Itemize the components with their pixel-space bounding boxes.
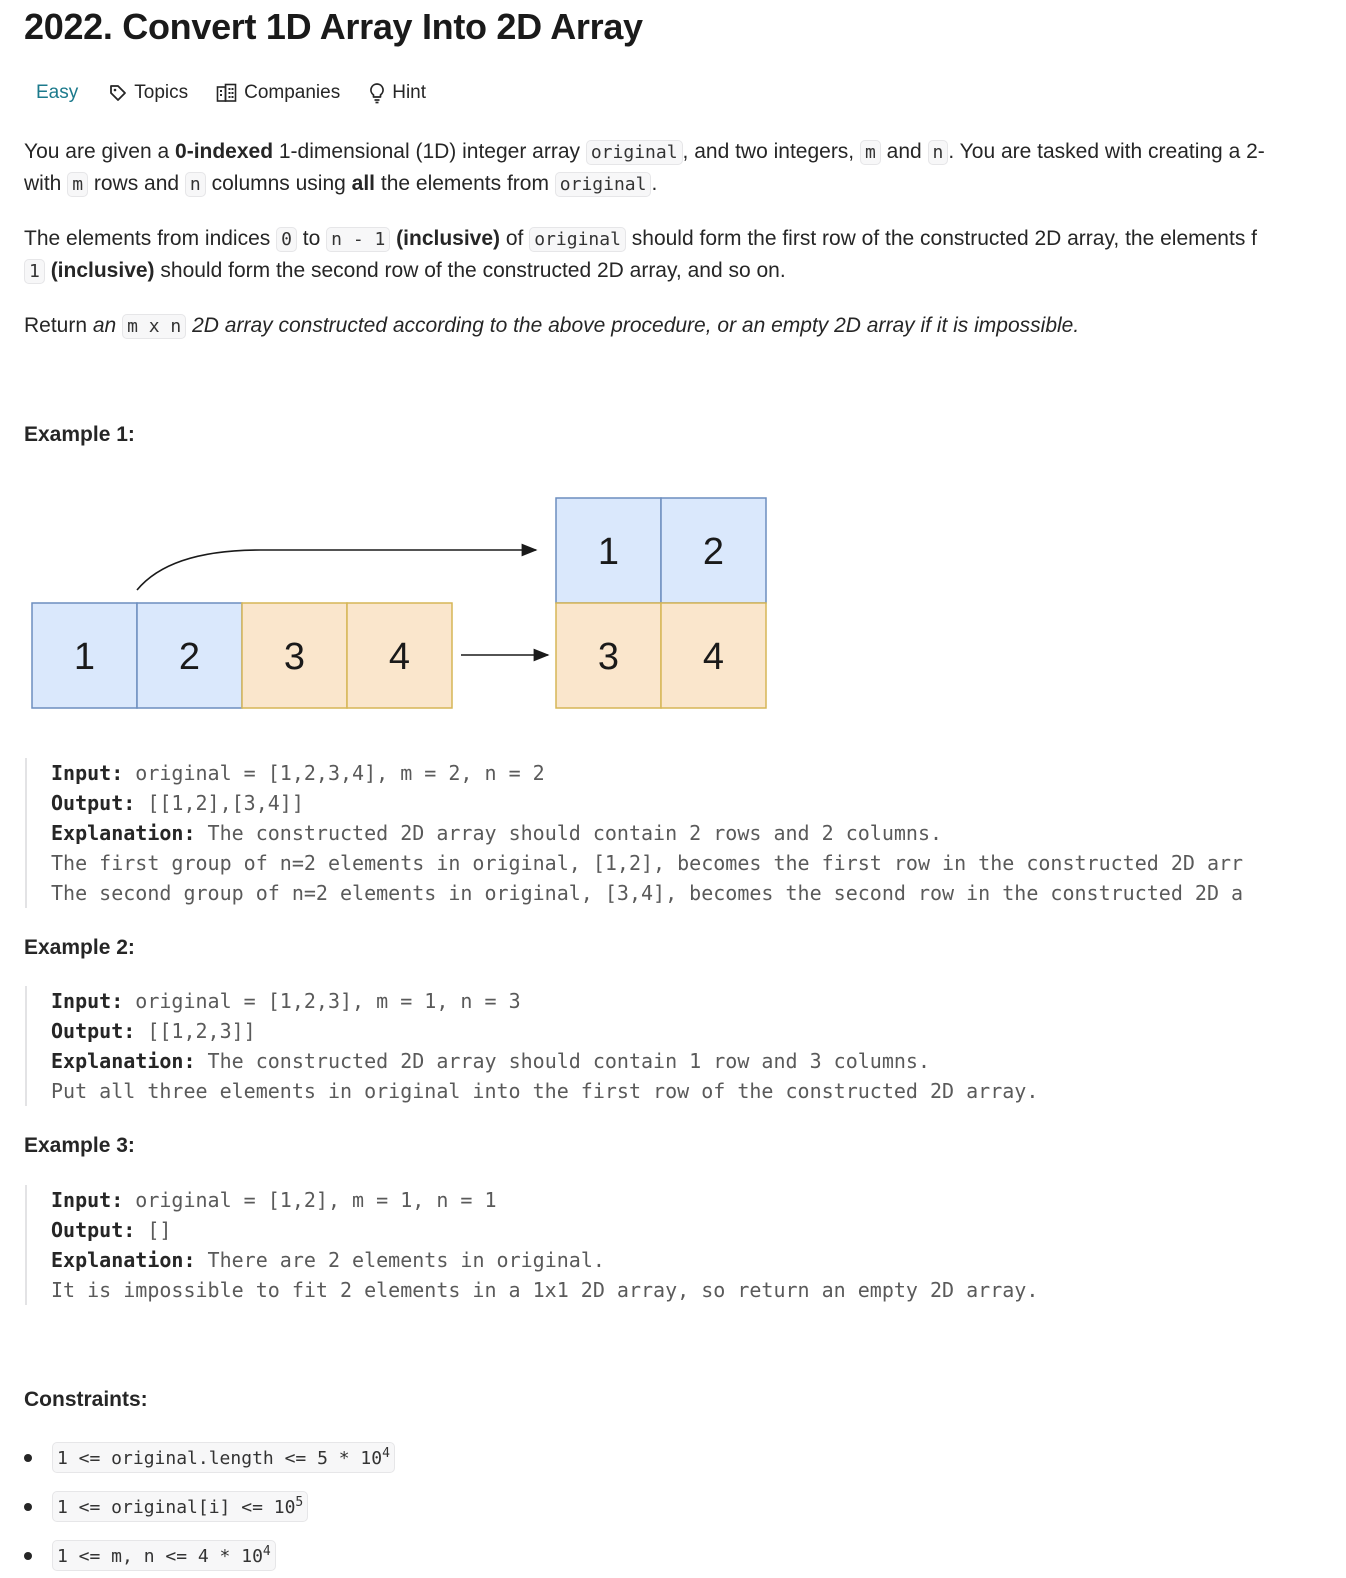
difficulty-badge[interactable]: Easy [36,82,79,103]
example-1-heading: Example 1: [24,423,135,446]
constraint-item: 1 <= original.length <= $5 * 10^4$ [24,1442,395,1473]
page-title: 2022. Convert 1D Array Into 2D Array [24,6,643,47]
topics-button[interactable] [108,82,188,104]
svg-text:1: 1 [73,636,96,678]
building-icon [216,83,238,103]
topics-label: Topics [134,82,189,103]
svg-text:4: 4 [388,636,411,678]
example-3-heading: Example 3: [24,1134,135,1157]
bullet-icon [24,1503,32,1511]
svg-text:3: 3 [597,636,620,678]
input-cell [242,603,347,708]
input-cell [32,603,137,708]
lightbulb-icon [368,82,386,104]
input-cell [347,603,452,708]
output-cell [556,603,661,708]
tag-icon [108,83,128,103]
example-1-diagram [0,490,800,720]
bullet-icon [24,1552,32,1560]
output-cell [661,603,766,708]
constraints-heading: Constraints: [24,1388,148,1411]
companies-button[interactable] [216,82,340,104]
companies-label: Companies [244,82,341,103]
description-paragraph-2: The elements from indices 0 to n - 1 (inclusive) of original should form the first row of the constructed 2D array, the elements f 1 (inclusive) should form the second row of the constructed 2D array, and so on. [24,227,1257,282]
constraint-item: 1 <= m, $n <= 4 * 10^4$ [24,1540,276,1571]
svg-text:3: 3 [283,636,306,678]
example-2-heading: Example 2: [24,936,135,959]
bullet-icon [24,1454,32,1462]
curved-arrow [137,550,536,590]
input-cell [137,603,242,708]
tag-bar [24,80,454,106]
output-cell [661,498,766,603]
hint-label: Hint [392,82,427,103]
description-paragraph-1: You are given a 0-indexed 1-dimensional (1D) integer array original , and two integers, m and n . You are tasked with creating a 2- with m rows and n columns using all the elements from original . [24,140,1265,195]
svg-text:1: 1 [597,531,620,573]
svg-text:4: 4 [702,636,725,678]
hint-button[interactable] [368,82,426,104]
constraint-item: 1 <= original[i] <= $10^5$ [24,1491,308,1522]
svg-text:2: 2 [702,531,725,573]
example-3-code-block: Input: original = [1,2], m = 1, n = 1 Output: [] Explanation: There are 2 elements in original. It is impossible to fit 2 elements in a 1x1 2D array, so return an empty 2D array. [25,1185,1038,1305]
svg-text:2: 2 [178,636,201,678]
example-2-code-block: Input: original = [1,2,3], m = 1, n = 3 Output: [[1,2,3]] Explanation: The constructed 2D array should contain 1 row and 3 columns. Put all three elements in original into the first row of the constructed 2D array. [25,986,1038,1106]
description-paragraph-3: Return an m x n 2D array constructed according to the above procedure, or an empty 2D array if it is impossible. [24,314,1080,337]
example-1-code-block: Input: original = [1,2,3,4], m = 2, n = 2 Output: [[1,2],[3,4]] Explanation: The constructed 2D array should contain 2 rows and 2 columns. The first group of n=2 elements in original, [1,2], becomes the first row in the constructed 2D arr The second group of n=2 elements in original, [3,4], becomes the second row in the constructed 2D a [25,758,1243,908]
output-cell [556,498,661,603]
